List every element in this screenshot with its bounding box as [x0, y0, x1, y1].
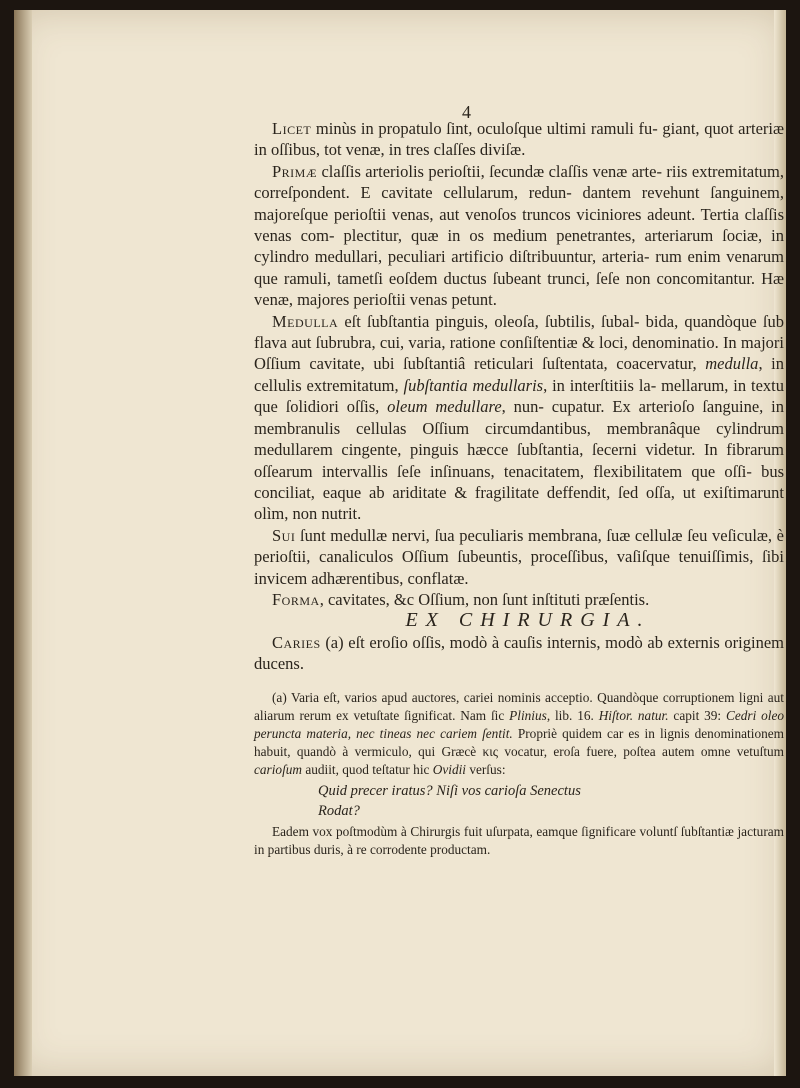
lead-word: Caries	[272, 632, 321, 652]
paragraph-caries	[254, 632, 784, 675]
lead-word: Medulla	[272, 311, 339, 331]
paragraph-text: eſt ſubſtantia pinguis, oleoſa, ſubtilis, ſubal- bida, quandòque ſub flava aut ſubrubra, cui, varia, ratione conſiſtentiæ & loci, denominatio. In majori Oſſium cavitate, ubi ſubſtantiâ reticulari ſuſtentata, coacervatur,	[254, 311, 784, 374]
paragraph-text: ſunt medullæ nervi, ſua peculiaris membrana, ſuæ cellulæ ſeu veſiculæ, è perioſtii, canaliculos Oſſium ſubeuntis, proceſſibus, vaſiſque tenuiſſimis, ſibi invicem adhærentibus, conflatæ.	[254, 525, 784, 588]
footnote-text: Propriè quidem car es in lignis denominationem habuit, quandò à vermiculo, qui Græcè κις vocatur, eroſa fuere, poſtea autem omne vetuſtum	[254, 725, 784, 759]
term-oleum-medullare: oleum medullare	[387, 397, 502, 417]
paragraph-text: minùs in propatulo ſint, oculoſque ultimi ramuli fu- giant, quot arteriæ in oſſibus, tot venæ, in tres claſſes diviſæ.	[254, 119, 784, 160]
lead-word: Sui	[272, 525, 296, 545]
page-number: 4	[462, 102, 471, 122]
lead-word: Primæ	[272, 161, 318, 181]
citation-quote: Cedri oleo peruncta materia, nec tineas nec cariem ſentit.	[254, 707, 785, 741]
paragraph-text: eſt eroſio oſſis, modò à cauſis internis, modò ab externis originem ducens.	[254, 632, 784, 674]
paragraph-text: , in interſtitiis la- mellarum, in textu que ſolidiori oſſis,	[254, 375, 784, 417]
footnote-continuation: Eadem vox poſtmodùm à Chirurgis fuit uſurpata, eamque ſignificare voluntſ ſubſtantiæ jacturam in partibus duris, à re corrodente productam.	[254, 824, 784, 858]
footnote	[254, 689, 784, 779]
footnote-text: , lib. 16.	[546, 707, 599, 723]
footnote-text: audiit, quod teſtatur hic	[302, 761, 433, 777]
lead-word: Forma	[272, 589, 320, 609]
verse-quote	[254, 781, 784, 821]
paragraph-text: claſſis arteriolis perioſtii, ſecundæ claſſis venæ arte- riis extremitatum, correſpondent. E cavitate cellularum, redun- dantem revehunt ſanguinem, majoreſque perioſtii venas, aut venoſos truncos viciniores adeunt. Tertia claſſis venas com- plectitur, quæ in os medium penetrantes, arteriarum ſociæ, in cylindro medullari, peculiari artificio diſtribuuntur, arteria- rum enim venarum que ramuli, tametſi eoſdem ductus ſubeant trunci, ſeſe non concomitantur. Hæ venæ, majores perioſtii venas petunt.	[254, 161, 784, 310]
citation-ovidii: Ovidii	[432, 761, 466, 777]
term-cariosum: carioſum	[254, 761, 303, 777]
verse-line-1: Quid precer iratus? Niſi vos carioſa Senectus	[318, 783, 581, 800]
paragraph-sui	[254, 525, 784, 589]
citation-work: Hiſtor. natur.	[598, 707, 669, 723]
footnote-text: capit 39:	[668, 707, 726, 723]
paragraph-forma	[254, 589, 784, 610]
term-substantia-medullaris: ſubſtantia medullaris	[403, 375, 544, 395]
footnote-text: verſus:	[466, 761, 506, 777]
term-medulla: medulla	[705, 354, 759, 374]
book-page	[14, 10, 786, 1076]
section-heading: EX CHIRURGIA.	[405, 609, 651, 632]
citation-plinius: Plinius	[509, 707, 547, 723]
paragraph-licet	[254, 118, 784, 161]
body-text	[254, 118, 784, 859]
footnote-reference: (a)	[325, 632, 344, 652]
page-gutter	[14, 10, 32, 1076]
paragraph-text: , in cellulis extremitatum,	[254, 354, 784, 395]
footnote-text: (a) Varia eſt, varios apud auctores, cariei nominis acceptio. Quandòque corruptionem ligni aut aliarum rerum ex vetuſtate ſignificat. Nam ſic	[254, 689, 784, 723]
paragraph-text: , nun- cupatur. Ex arterioſo ſanguine, in membranulis cellulas Oſſium circumdantibus, membranâque cylindrum medullarem cingente, pinguis hæcce ſubſtantia, ſecerni videtur. In fibrarum oſſearum intervallis ſeſe inſinuans, tenacitatem, flexibilitatem que oſſi- bus conciliat, eaque ab ariditate & fragilitate deffendit, ſed oſſa, ut exiſtimarunt olìm, non nutrit.	[254, 397, 784, 524]
paragraph-primae	[254, 161, 784, 311]
lead-word: Licet	[272, 119, 312, 138]
paragraph-medulla	[254, 311, 784, 525]
verse-line-2: Rodat?	[318, 803, 360, 820]
paragraph-text: , cavitates, &c Oſſium, non ſunt inſtituti præſentis.	[319, 589, 650, 609]
